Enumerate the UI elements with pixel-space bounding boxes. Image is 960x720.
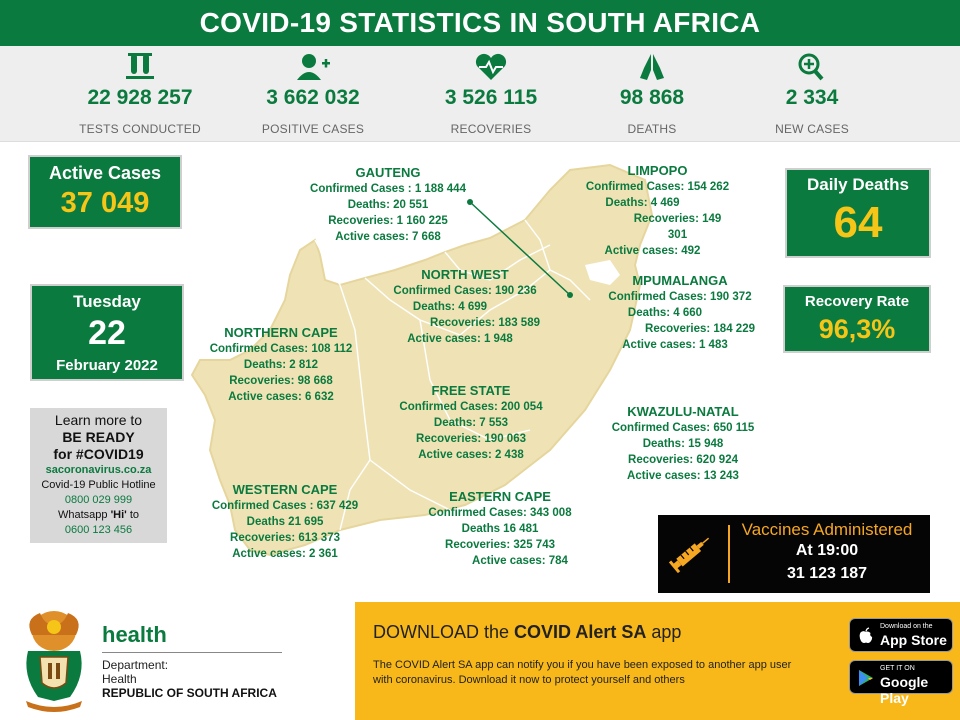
province-name: WESTERN CAPE — [232, 482, 338, 497]
province-deaths: Deaths: 4 469 — [605, 197, 680, 209]
date-weekday: Tuesday — [73, 292, 141, 311]
stat-value: 22 928 257 — [87, 86, 193, 109]
province-free-state — [396, 382, 546, 463]
apple-icon — [857, 627, 875, 645]
province-limpopo — [585, 162, 730, 259]
recovery-rate-value: 96,3% — [818, 314, 896, 344]
learn-line2: BE READY — [62, 429, 135, 445]
active-cases-box — [28, 155, 182, 229]
province-eastern-cape — [425, 488, 575, 569]
province-deaths: Deaths 16 481 — [461, 523, 539, 535]
recovery-rate-label: Recovery Rate — [804, 293, 910, 310]
stat-label: RECOVERIES — [450, 122, 532, 136]
active-cases-value: 37 049 — [60, 187, 150, 219]
province-confirmed: Confirmed Cases: 190 236 — [393, 285, 537, 297]
hotline-label: Covid-19 Public Hotline — [41, 479, 156, 491]
health-brand: health — [102, 622, 167, 647]
province-western-cape — [210, 481, 360, 562]
stat-positive — [228, 46, 398, 142]
province-active: Active cases: 784 — [472, 555, 568, 567]
province-recoveries: Recoveries: 183 589 — [430, 317, 540, 329]
province-active: Active cases: 1 948 — [407, 333, 513, 345]
province-deaths: Deaths 21 695 — [246, 516, 324, 528]
stat-recoveries — [406, 46, 576, 142]
province-recoveries: Recoveries: 98 668 — [229, 375, 333, 387]
date-month-year: February 2022 — [56, 357, 158, 374]
province-recoveries: Recoveries: 190 063 — [416, 433, 526, 445]
stat-label: DEATHS — [627, 122, 677, 136]
province-active: Active cases: 13 243 — [627, 470, 739, 482]
department-line2: Health — [102, 672, 137, 686]
stat-value: 98 868 — [619, 86, 685, 109]
active-cases-label: Active Cases — [48, 163, 162, 183]
province-confirmed: Confirmed Cases: 190 372 — [608, 291, 752, 303]
zoom-in-icon — [794, 52, 830, 82]
app-download-banner — [355, 602, 960, 720]
province-deaths: Deaths: 4 699 — [412, 301, 488, 313]
daily-deaths-label: Daily Deaths — [806, 175, 910, 194]
department-line3: REPUBLIC OF SOUTH AFRICA — [102, 686, 277, 700]
province-name: GAUTENG — [355, 165, 421, 180]
province-active: Active cases: 2 438 — [418, 449, 524, 461]
province-active: Active cases: 6 632 — [228, 391, 334, 403]
whatsapp-number: 0600 123 456 — [64, 524, 133, 536]
date-day: 22 — [88, 314, 126, 352]
province-deaths: Deaths: 2 812 — [243, 359, 319, 371]
google-play-small: GET IT ON — [880, 665, 915, 672]
stat-value: 3 526 115 — [444, 86, 538, 109]
google-play-icon — [857, 669, 875, 687]
vaccines-time: At 19:00 — [795, 542, 859, 559]
stat-tests — [55, 46, 225, 142]
whatsapp-label: Whatsapp 'Hi' to — [57, 509, 140, 521]
banner-body: The COVID Alert SA app can notify you if you have been exposed to another app user with coronavirus. Download it now to protect yourself and others — [373, 659, 792, 686]
province-recoveries: Recoveries: 184 229 — [645, 323, 755, 335]
coat-of-arms-logo — [18, 605, 90, 713]
syringe-icon — [668, 533, 714, 573]
province-name: LIMPOPO — [627, 163, 688, 178]
stat-value: 2 334 — [785, 86, 839, 109]
banner-heading: DOWNLOAD the COVID Alert SA app — [373, 622, 682, 642]
province-confirmed: Confirmed Cases : 1 188 444 — [310, 183, 466, 195]
province-deaths: Deaths: 20 551 — [347, 199, 429, 211]
province-kwazulu-natal — [608, 403, 758, 484]
province-name: NORTHERN CAPE — [224, 325, 338, 340]
stat-label: POSITIVE CASES — [261, 122, 365, 136]
daily-deaths-value: 64 — [833, 198, 883, 247]
stats-band — [0, 46, 960, 142]
province-confirmed: Confirmed Cases : 637 429 — [211, 500, 359, 512]
province-deaths: Deaths: 7 553 — [433, 417, 509, 429]
province-active: Active cases: 492 — [604, 245, 701, 257]
app-store-button[interactable] — [849, 618, 953, 652]
hotline-number: 0800 029 999 — [64, 494, 133, 506]
vaccines-label: Vaccines Administered — [741, 520, 913, 539]
province-mpumalanga — [605, 272, 755, 353]
province-name: EASTERN CAPE — [449, 489, 551, 504]
health-divider — [102, 652, 282, 653]
website-link[interactable]: sacoronavirus.co.za — [45, 464, 152, 476]
stat-value: 3 662 032 — [266, 86, 360, 109]
stat-label: TESTS CONDUCTED — [79, 122, 201, 136]
province-active: Active cases: 2 361 — [232, 548, 338, 560]
gauteng-pointer-end — [567, 292, 573, 298]
province-active: Active cases: 7 668 — [335, 231, 441, 243]
department-line1: Department: — [102, 658, 169, 672]
stat-new-cases — [727, 46, 897, 142]
learn-more-box — [30, 408, 167, 543]
praying-hands-icon — [634, 52, 670, 82]
vaccines-box — [658, 515, 930, 593]
province-northern-cape — [206, 324, 356, 405]
recovery-rate-box — [783, 285, 931, 353]
province-confirmed: Confirmed Cases: 343 008 — [428, 507, 572, 519]
province-name: KWAZULU-NATAL — [627, 404, 739, 419]
province-north-west — [390, 266, 540, 347]
app-store-small: Download on the — [880, 623, 933, 630]
stat-deaths — [567, 46, 737, 142]
date-box — [30, 284, 184, 381]
province-recoveries: Recoveries: 613 373 — [230, 532, 340, 544]
app-store-label: App Store — [880, 632, 947, 648]
province-recoveries: Recoveries: 325 743 — [445, 539, 555, 551]
province-confirmed: Confirmed Cases: 200 054 — [399, 401, 543, 413]
province-deaths: Deaths: 4 660 — [627, 307, 703, 319]
learn-line3: for #COVID19 — [53, 446, 144, 462]
vaccines-value: 31 123 187 — [786, 565, 868, 582]
province-confirmed: Confirmed Cases: 154 262 — [585, 181, 730, 193]
province-active: Active cases: 1 483 — [622, 339, 728, 351]
heartbeat-icon — [473, 52, 509, 82]
google-play-button[interactable] — [849, 660, 953, 706]
province-name: FREE STATE — [431, 383, 511, 398]
daily-deaths-box — [785, 168, 931, 258]
province-deaths: Deaths: 15 948 — [642, 438, 724, 450]
province-name: NORTH WEST — [421, 267, 509, 282]
stat-label: NEW CASES — [775, 122, 849, 136]
add-user-icon — [295, 52, 331, 82]
province-recoveries: Recoveries: 620 924 — [628, 454, 738, 466]
page-title: COVID-19 STATISTICS IN SOUTH AFRICA — [0, 0, 960, 46]
province-confirmed: Confirmed Cases: 650 115 — [611, 422, 755, 434]
learn-line1: Learn more to — [54, 412, 143, 428]
google-play-label: Google Play — [880, 674, 929, 706]
province-name: MPUMALANGA — [632, 273, 728, 288]
province-confirmed: Confirmed Cases: 108 112 — [209, 343, 353, 355]
test-tubes-icon — [122, 52, 158, 82]
province-recoveries: Recoveries: 149 301 — [633, 213, 722, 241]
province-recoveries: Recoveries: 1 160 225 — [328, 215, 448, 227]
province-gauteng — [308, 164, 468, 245]
